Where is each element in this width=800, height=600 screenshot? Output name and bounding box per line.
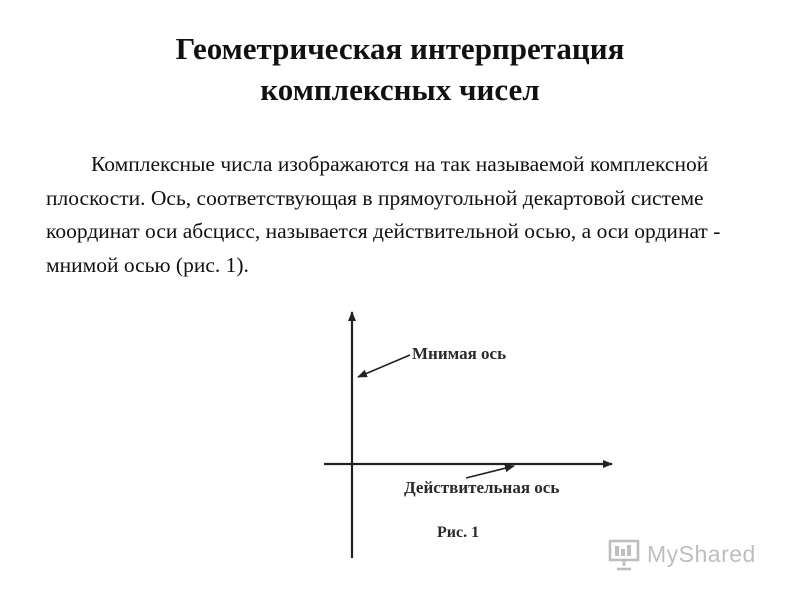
slide-title-line-1: Геометрическая интерпретация bbox=[175, 31, 625, 66]
presentation-board-icon bbox=[607, 537, 641, 571]
watermark-text: MyShared bbox=[647, 540, 756, 567]
complex-plane-figure bbox=[300, 300, 630, 570]
imaginary-axis-label: Мнимая ось bbox=[412, 344, 507, 363]
slide-title-line-2: комплексных чисел bbox=[260, 72, 540, 107]
figure-caption: Рис. 1 bbox=[437, 524, 480, 541]
imaginary-axis-pointer bbox=[358, 355, 410, 377]
watermark bbox=[607, 537, 756, 571]
real-axis-label: Действительная ось bbox=[404, 478, 560, 497]
body-paragraph: Комплексные числа изображаются на так называемой комплексной плоскости. Ось, соответствующая в прямоугольной декартовой системе координат оси абсцисс, называется действительной осью, а оси ординат - мнимой осью (рис. 1). bbox=[46, 152, 721, 277]
slide-title bbox=[0, 28, 800, 110]
real-axis-pointer bbox=[466, 466, 514, 478]
